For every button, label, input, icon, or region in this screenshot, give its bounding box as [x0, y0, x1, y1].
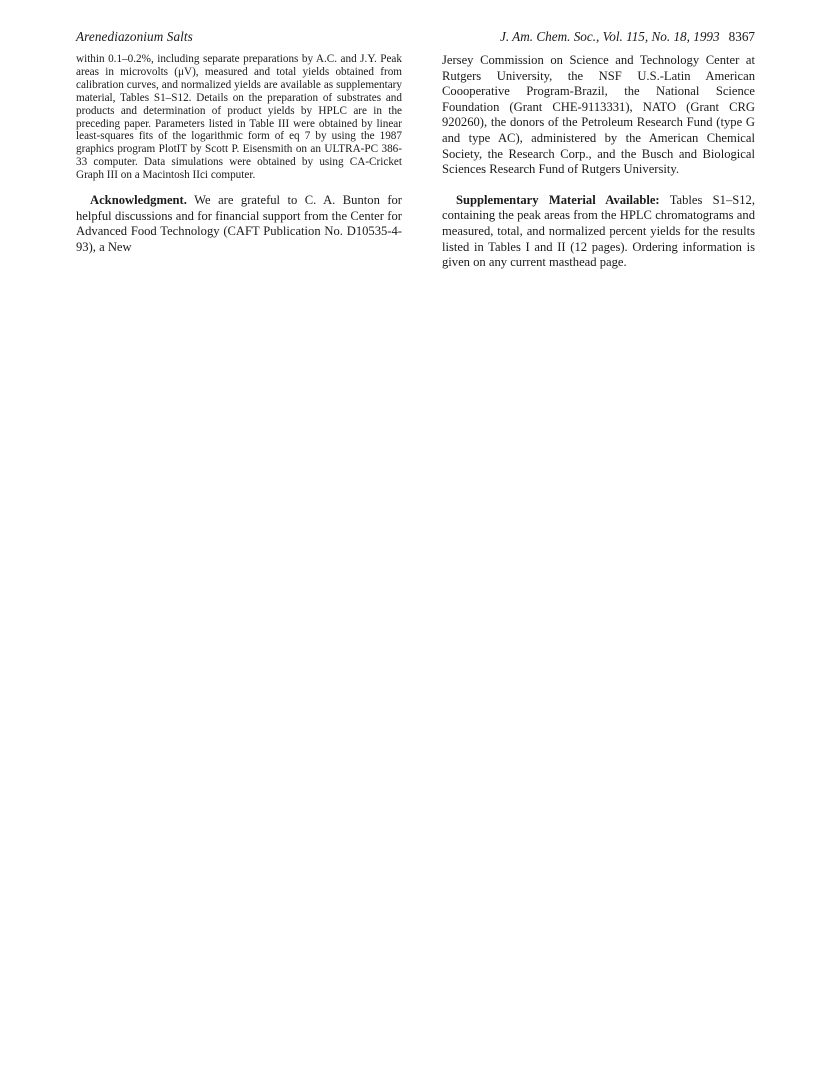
supplementary-material-text: Tables S1–S12, containing the peak areas from the HPLC chromatograms and measured, total, and normalized percent yields for the results listed in Tables I and II (12 pages). Ordering information is given on any current masthead page. [442, 192, 756, 270]
left-column [76, 53, 402, 255]
experimental-section-tail: within 0.1–0.2%, including separate preparations by A.C. and J.Y. Peak areas in microvolts (μV), measured and total yields obtained from calibration curves, and normalized yields are available as supplementary material, Tables S1–S12. Details on the preparation of substrates and products and determination of product yields by HPLC are in the preceding paper. Parameters listed in Table III were obtained by linear least-squares fits of the logarithmic form of eq 7 by using the 1987 graphics program PlotIT by Scott P. Eisensmith on an ULTRA-PC 386-33 computer. Data simulations were obtained by using CA-Cricket Graph III on a Macintosh IIci computer. [76, 53, 402, 182]
acknowledgment-text: We are grateful to C. A. Bunton for helpful discussions and for financial support from the Center for Advanced Food Technology (CAFT Publication No. D10535-4-93), a New [76, 193, 403, 254]
acknowledgment-heading: Acknowledgment. [90, 193, 187, 208]
acknowledgment-continued: Jersey Commission on Science and Technology Center at Rutgers University, the NSF U.S.-Latin American Coooperative Program-Brazil, the National Science Foundation (Grant CHE-9113331), NATO (Grant CRG 920260), the donors of the Petroleum Research Fund (type G and type AC), administered by the American Chemical Society, the Research Corp., and the Busch and Biological Sciences Research Fund of Rutgers University. [442, 53, 755, 177]
acknowledgment-paragraph [76, 193, 402, 255]
journal-reference: J. Am. Chem. Soc., Vol. 115, No. 18, 1993 [499, 29, 720, 44]
journal-citation [500, 29, 755, 45]
page-number: 8367 [728, 29, 755, 44]
supplementary-material-paragraph [442, 193, 755, 271]
supplementary-material-heading: Supplementary Material Available: [456, 192, 660, 207]
running-title: Arenediazonium Salts [76, 29, 193, 44]
page-header [76, 29, 755, 47]
right-column [442, 53, 755, 271]
